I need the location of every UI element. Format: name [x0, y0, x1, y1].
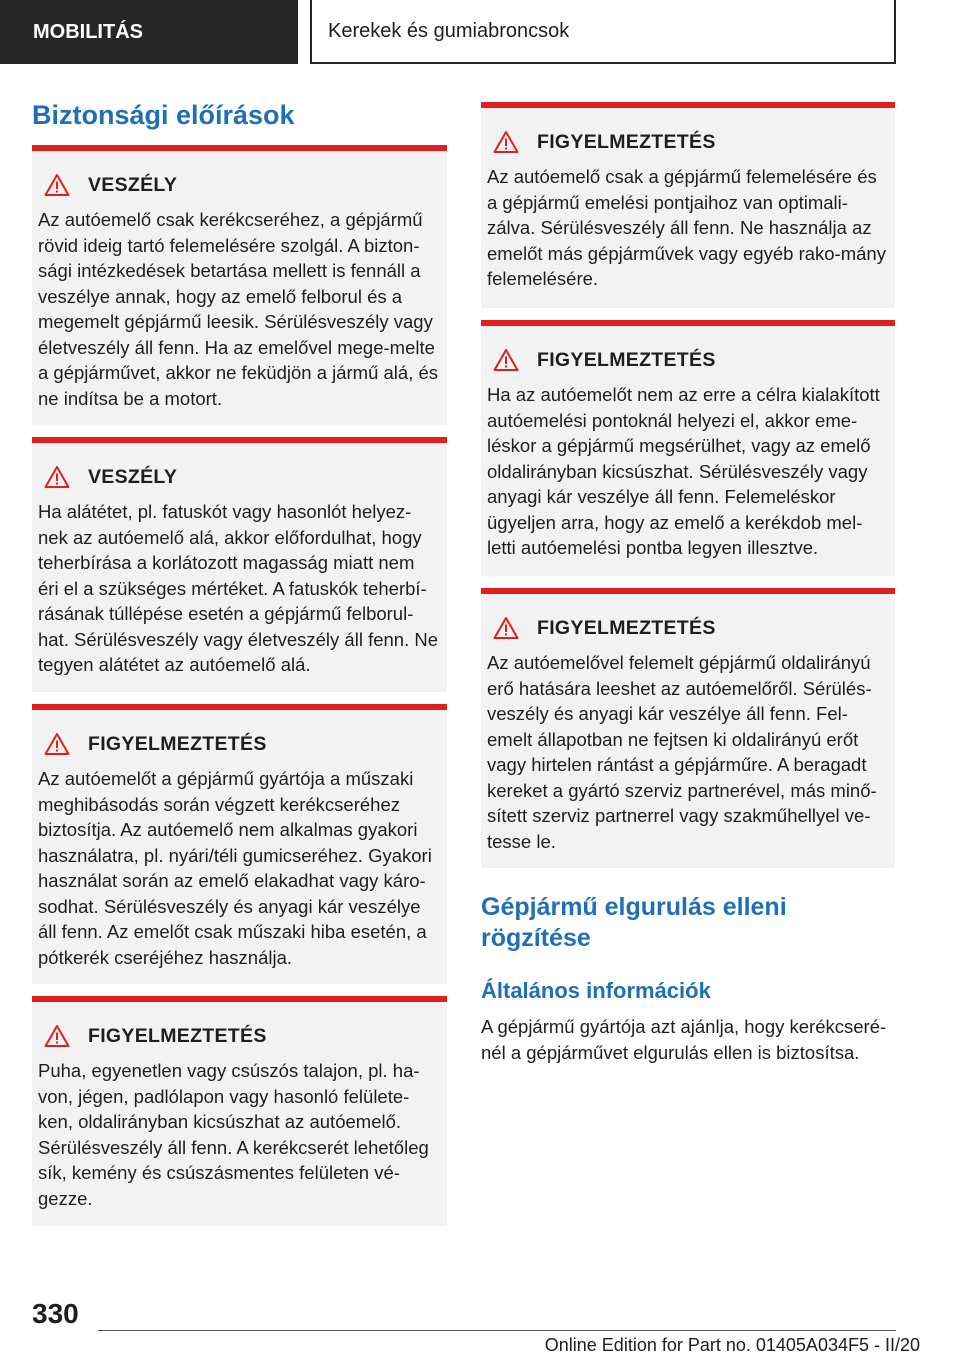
- subsection-title: Általános információk: [481, 978, 711, 1003]
- warning-box: [32, 145, 447, 425]
- footer-divider: [98, 1330, 896, 1331]
- footer-edition: Online Edition for Part no. 01405A034F5 - II/20: [544, 1335, 920, 1355]
- warning-box: [481, 320, 895, 576]
- warning-triangle-icon: [493, 616, 519, 640]
- warning-box: [481, 588, 895, 868]
- warning-label: VESZÉLY: [88, 465, 178, 488]
- section-title: Gépjármű elgurulás elleni rögzítése: [481, 893, 787, 952]
- warning-box: [32, 996, 447, 1226]
- warning-triangle-icon: [493, 348, 519, 372]
- header-chapter-label: Kerekek és gumiabroncsok: [328, 19, 570, 42]
- warning-triangle-icon: [44, 465, 70, 489]
- warning-triangle-icon: [493, 130, 519, 154]
- warning-text: Ha alátétet, pl. fatuskót vagy hasonlót helyez-nek az autóemelő alá, akkor előfordulhat, hogy teherbírása a korlátozott magasság miatt nem éri el a szükséges mértéket. A fatuskók teherbí-rásának túllépése esetén a gépjármű felborul-hat. Sérülésveszély vagy életveszély áll fenn. Ne tegyen alátétet az autóemelő alá.: [38, 501, 439, 675]
- warning-label: FIGYELMEZTETÉS: [537, 348, 716, 371]
- warning-label: VESZÉLY: [88, 173, 178, 196]
- header-section: [0, 0, 298, 64]
- warning-text: Az autóemelővel felemelt gépjármű oldalirányú erő hatására leeshet az autóemelőről. Sérülés-veszély és anyagi kár veszélye áll fenn. Fel-emelt állapotban ne fejtsen ki oldalirányú erőt vagy hirtelen rántást a gépjárműre. A beragadt kereket a gyártó szerviz partnerével, más minő-sített szerviz partnerrel vagy szakműhellyel ve-tesse le.: [487, 652, 877, 852]
- page-title: Biztonsági előírások: [32, 100, 295, 130]
- warning-text: Ha az autóemelőt nem az erre a célra kialakított autóemelési pontoknál helyezi el, akkor eme-léskor a gépjármű megsérülhet, vagy az emelő oldalirányban kicsúszhat. Sérülésveszély vagy anyagi kár veszélye áll fenn. Felemeléskor ügyeljen arra, hogy az emelő a kerékdob mel-letti autóemelési pontba legyen illesztve.: [487, 384, 880, 558]
- warning-box: [32, 437, 447, 692]
- header-section-label: MOBILITÁS: [33, 20, 143, 43]
- warning-label: FIGYELMEZTETÉS: [537, 616, 716, 639]
- warning-label: FIGYELMEZTETÉS: [88, 1024, 267, 1047]
- warning-text: Az autóemelőt a gépjármű gyártója a műszaki meghibásodás során végzett kerékcseréhez biztosítja. Az autóemelő nem alkalmas gyakori használatra, pl. nyári/téli gumicseréhez. Gyakori használat során az emelő elakadhat vagy káro-sodhat. Sérülésveszély és anyagi kár veszélye áll fenn. Az emelőt csak műszaki hiba esetén, a pótkerék cseréjéhez használja.: [38, 768, 432, 968]
- warning-label: FIGYELMEZTETÉS: [88, 732, 267, 755]
- warning-box: [32, 704, 447, 984]
- warning-triangle-icon: [44, 173, 70, 197]
- warning-box: [481, 102, 895, 308]
- warning-text: Puha, egyenetlen vagy csúszós talajon, pl. ha-von, jégen, padlólapon vagy hasonló felülete-ken, oldalirányban kicsúszhat az autóemelő. Sérülésveszély áll fenn. A kerékcserét lehetőleg sík, kemény és csúszásmentes felületen vé-gezze.: [38, 1060, 429, 1209]
- page-number: 330: [32, 1298, 79, 1329]
- warning-text: Az autóemelő csak kerékcseréhez, a gépjármű rövid ideig tartó felemelésére szolgál. A bizton-sági intézkedések betartása mellett is fennáll a veszélye annak, hogy az emelő felborul és a megemelt gépjármű leesik. Sérülésveszély vagy életveszély áll fenn. Ha az emelővel mege-melte a gépjárművet, akkor ne feküdjön a jármű alá, és ne indítsa be a motort.: [38, 209, 439, 409]
- body-paragraph: A gépjármű gyártója azt ajánlja, hogy kerékcseré-nél a gépjárművet elgurulás ellen is biztosítsa.: [481, 1016, 887, 1063]
- warning-label: FIGYELMEZTETÉS: [537, 130, 716, 153]
- warning-triangle-icon: [44, 732, 70, 756]
- header-chapter: [310, 0, 896, 64]
- warning-text: Az autóemelő csak a gépjármű felemelésére és a gépjármű emelési pontjaihoz van optimali-zálva. Sérülésveszély áll fenn. Ne használja az emelőt más gépjárművek vagy egyéb rako-mány felemelésére.: [487, 166, 886, 289]
- warning-triangle-icon: [44, 1024, 70, 1048]
